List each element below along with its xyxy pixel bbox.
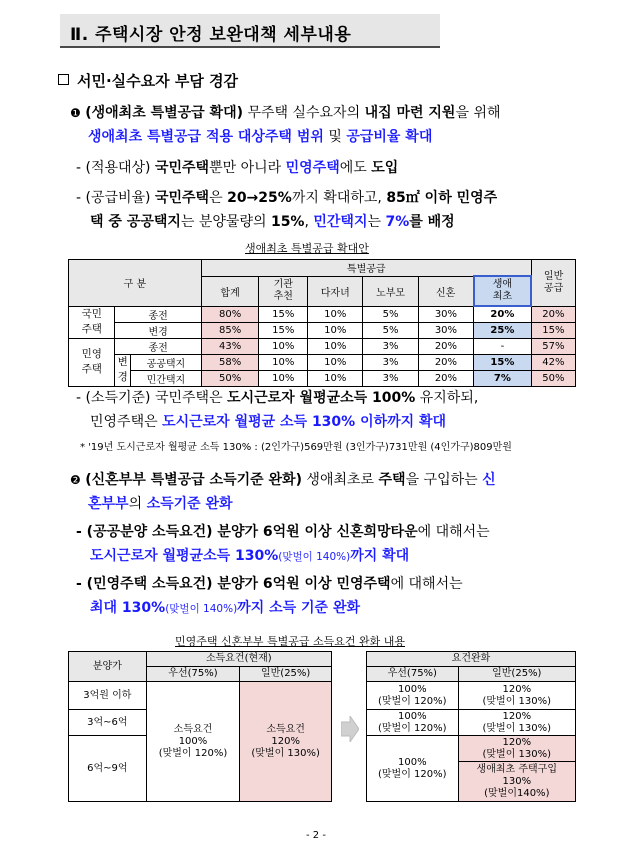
item1-text-d: 및 — [323, 129, 347, 145]
item1-income — [76, 386, 596, 434]
item2-lead: (신혼부부 특별공급 소득기준 완화) — [85, 472, 302, 488]
item2-s2-t4: 까지 소득 기준 완화 — [237, 600, 360, 616]
table2-header-priority: 우선(75%) — [146, 667, 240, 682]
item1-text-b: 내집 마련 지원 — [364, 105, 456, 121]
sub2-t8: 공공택지 — [126, 214, 181, 230]
income-t1: 국민주택은 — [154, 390, 228, 406]
item2-t2: 주택 — [378, 472, 406, 488]
table1-cell: 15% — [474, 354, 532, 370]
table1-cell: 3% — [363, 354, 418, 370]
table1-cell: 25% — [474, 322, 532, 338]
table1-cell: - — [474, 338, 532, 354]
sub1-lead: - (적용대상) — [76, 160, 155, 176]
item2-t1: 생애최초로 — [301, 472, 379, 488]
item2-s2-t3: (맞벌이 140%) — [165, 603, 238, 615]
sub1-text-b: 뿐만 아니라 — [209, 160, 286, 176]
item1-sub1 — [76, 156, 596, 180]
table1-col-firsttime: 생애 최초 — [474, 276, 532, 306]
page-number: - 2 - — [306, 830, 326, 841]
table1-cell: 5% — [363, 322, 418, 338]
table2-new-general: 120% (맞벌이 130%) — [458, 736, 575, 762]
item2-sub2 — [76, 572, 596, 621]
table1-row-label: 종전 — [115, 338, 201, 354]
table2-header-relaxed: 요건완화 — [367, 652, 576, 667]
table1-cell: 10% — [259, 338, 308, 354]
square-bullet-icon — [58, 74, 69, 85]
sub1-text-d: 도입 — [371, 160, 399, 176]
sub2-t13: 는 — [367, 214, 386, 230]
sub2-t14: 7% — [385, 214, 410, 230]
table1-cell: 10% — [308, 338, 363, 354]
table2-row-label: 3억~6억 — [69, 710, 147, 736]
item2-t6: 의 — [128, 496, 147, 512]
table2-relaxed — [366, 651, 576, 802]
item1-sub2 — [76, 186, 596, 234]
table1-header-general: 일반 공급 — [531, 260, 575, 307]
sub1-text-a: 국민주택 — [154, 160, 210, 176]
table1-cell: 42% — [531, 354, 575, 370]
table1-col-newlywed: 신혼 — [418, 276, 473, 306]
item1-emph-b: 공급비율 확대 — [346, 129, 433, 145]
item2-s2-emph: 최대 130% — [90, 600, 166, 616]
item2-t7: 소득기준 완화 — [146, 496, 233, 512]
table1-cell: 7% — [474, 370, 532, 386]
table1-col-agency: 기관 추천 — [259, 276, 308, 306]
table2-caption: 민영주택 신혼부부 특별공급 소득요건 완화 내용 — [175, 635, 406, 648]
sub2-t5: 85㎡ — [386, 190, 420, 206]
item2-s2-lead: - (민영주택 소득요건) — [76, 576, 218, 592]
sub2-t6: 이하 민영주 — [419, 190, 498, 206]
item2-marker: ❷ — [70, 473, 81, 487]
sub2-t3: 20→25% — [227, 190, 292, 206]
table1-col-parents: 노부모 — [363, 276, 418, 306]
table1-cell: 10% — [308, 322, 363, 338]
table2-header-general: 일반(25%) — [458, 667, 575, 682]
table1-row-label: 공공택지 — [130, 354, 201, 370]
table2-row-label: 6억~9억 — [69, 736, 147, 802]
item2-t3: 을 구입하는 — [405, 472, 483, 488]
table1-cell: 10% — [259, 354, 308, 370]
table1-cell: 15% — [259, 322, 308, 338]
sub1-emph: 민영주택 — [285, 160, 340, 176]
table1 — [68, 259, 576, 387]
table1-cell: 20% — [418, 370, 473, 386]
table-row — [367, 710, 576, 736]
item2-s1-t1: 분양가 6억원 이상 신혼희망타운 — [217, 524, 418, 540]
item2-t4: 신 — [482, 472, 496, 488]
item2-s1-emph: 도시근로자 월평균소득 130% — [90, 548, 279, 564]
item1-text-a: 무주택 실수요자의 — [243, 105, 365, 121]
sub2-t7: 택 중 — [90, 214, 127, 230]
table-row — [69, 682, 332, 710]
table2-new-general: 120% (맞벌이 130%) — [458, 682, 575, 710]
income-t4: 민영주택은 — [90, 414, 163, 430]
item2-sub1 — [76, 520, 596, 569]
table2-current — [68, 651, 332, 802]
table2-header-current: 소득요건(현재) — [146, 652, 331, 667]
section-title: 서민·실수요자 부담 경감 — [77, 72, 239, 90]
table1-row-label: 종전 — [115, 306, 201, 322]
table-row — [69, 322, 576, 338]
item1-marker: ❶ — [70, 106, 81, 120]
table1-cell: 20% — [531, 306, 575, 322]
sub2-t15: 를 배정 — [409, 214, 455, 230]
table2-cur-priority: 소득요건 100% (맞벌이 120%) — [146, 682, 240, 802]
item2-t5: 혼부부 — [88, 496, 129, 512]
income-note: * '19년 도시근로자 월평균 소득 130% : (2인가구)569만원 (3인가구)731만원 (4인가구)809만원 — [80, 442, 512, 453]
table1-cell: 15% — [259, 306, 308, 322]
sub2-t10: 15% — [270, 214, 305, 230]
table1-cell: 10% — [259, 370, 308, 386]
table1-cell: 10% — [308, 306, 363, 322]
table1-cell: 20% — [474, 306, 532, 322]
sub2-t9: 는 분양물량의 — [180, 214, 271, 230]
table1-group-private: 민영 주택 — [69, 338, 115, 386]
table1-cell: 30% — [418, 306, 473, 322]
item2-s1-lead: - (공공분양 소득요건) — [76, 524, 218, 540]
table1-header-special: 특별공급 — [201, 260, 531, 277]
item2-paragraph — [70, 468, 590, 516]
table2-new-priority: 100% (맞벌이 120%) — [367, 682, 459, 710]
page-title: Ⅱ. 주택시장 안정 보완대책 세부내용 — [70, 25, 352, 45]
right-arrow-icon — [341, 716, 359, 742]
table2-new-general-firsttime: 생애최초 주택구입 130% (맞벌이140%) — [458, 762, 575, 802]
table2-new-general: 120% (맞벌이 130%) — [458, 710, 575, 736]
table2-new-priority: 100% (맞벌이 120%) — [367, 736, 459, 802]
table2-header-general: 일반(25%) — [240, 667, 332, 682]
sub2-t1: 국민주택 — [154, 190, 210, 206]
table1-cell: 5% — [363, 306, 418, 322]
section-heading — [58, 70, 238, 91]
item1-paragraph — [70, 101, 590, 149]
table1-cell: 43% — [201, 338, 259, 354]
item1-lead: (생애최초 특별공급 확대) — [85, 105, 244, 121]
item1-text-c: 을 위해 — [455, 105, 501, 121]
table-row — [69, 338, 576, 354]
table-row — [367, 736, 576, 762]
table2-row-label: 3억원 이하 — [69, 682, 147, 710]
table1-row-label: 민간택지 — [130, 370, 201, 386]
table1-caption: 생애최초 특별공급 확대안 — [245, 242, 369, 255]
sub2-t2: 은 — [209, 190, 228, 206]
table2-header-priority: 우선(75%) — [367, 667, 459, 682]
item2-s1-t2: 에 대해서는 — [417, 524, 490, 540]
item1-emph-a: 생애최초 특별공급 적용 대상주택 범위 — [88, 129, 324, 145]
income-t2: 도시근로자 월평균소득 100% — [227, 390, 416, 406]
item2-s2-t1: 분양가 6억원 이상 민영주택 — [217, 576, 391, 592]
table1-cell: 10% — [308, 354, 363, 370]
table2-header-price: 분양가 — [69, 652, 147, 682]
sub2-t4: 까지 확대하고, — [291, 190, 387, 206]
sub2-t12: 민간택지 — [313, 214, 368, 230]
table-row — [69, 306, 576, 322]
income-emph: 도시근로자 월평균 소득 130% 이하까지 확대 — [162, 414, 447, 430]
item2-s2-t2: 에 대해서는 — [390, 576, 463, 592]
table1-cell: 80% — [201, 306, 259, 322]
table1-cell: 3% — [363, 370, 418, 386]
table1-cell: 20% — [418, 338, 473, 354]
table1-row-label: 변경 — [115, 322, 201, 338]
income-lead: - (소득기준) — [76, 390, 155, 406]
table1-cell: 30% — [418, 322, 473, 338]
table1-col-total: 합계 — [201, 276, 259, 306]
sub2-t11: , — [304, 214, 314, 230]
item2-s1-t4: 까지 확대 — [350, 548, 410, 564]
table1-group-national: 국민 주택 — [69, 306, 115, 338]
table-row — [69, 354, 576, 370]
table1-cell: 58% — [201, 354, 259, 370]
table-row — [69, 370, 576, 386]
income-t3: 유지하되, — [415, 390, 479, 406]
table1-header-gubun: 구 분 — [69, 260, 202, 307]
table-row — [367, 682, 576, 710]
table2-new-priority: 100% (맞벌이 120%) — [367, 710, 459, 736]
table1-cell: 50% — [531, 370, 575, 386]
table1-cell: 15% — [531, 322, 575, 338]
sub2-lead: - (공급비율) — [76, 190, 155, 206]
item2-s1-t3: (맞벌이 140%) — [278, 551, 351, 563]
table1-group-change: 변 경 — [115, 354, 130, 386]
table1-cell: 20% — [418, 354, 473, 370]
table1-col-multichild: 다자녀 — [308, 276, 363, 306]
table2-cur-general: 소득요건 120% (맞벌이 130%) — [240, 682, 332, 802]
table1-cell: 85% — [201, 322, 259, 338]
page-title-bar — [60, 14, 440, 48]
table1-cell: 50% — [201, 370, 259, 386]
sub1-text-c: 에도 — [339, 160, 372, 176]
table1-cell: 10% — [308, 370, 363, 386]
table1-cell: 3% — [363, 338, 418, 354]
table1-cell: 57% — [531, 338, 575, 354]
